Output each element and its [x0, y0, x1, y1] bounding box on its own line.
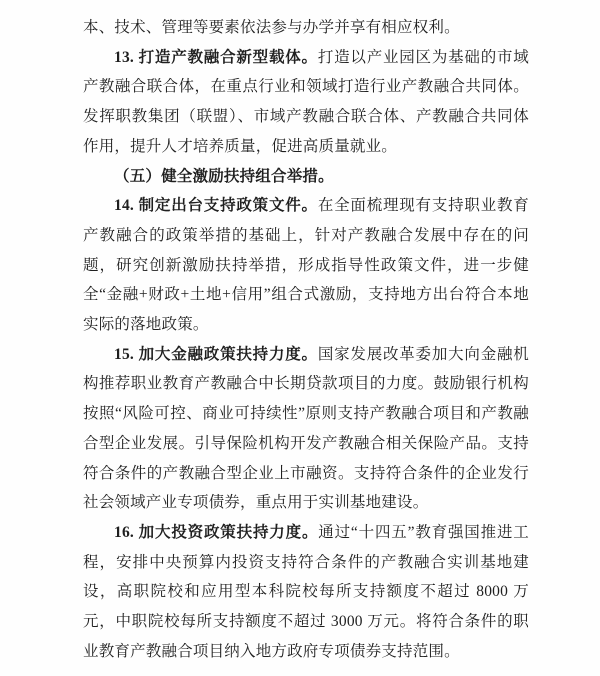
paragraph-item-16	[83, 518, 529, 667]
paragraph-lead: 16. 加大投资政策扶持力度。	[114, 523, 319, 541]
paragraph-section-5-heading	[83, 162, 529, 192]
document-body	[83, 13, 529, 666]
paragraph-item-14	[83, 191, 529, 340]
paragraph-text: 国家发展改革委加大向金融机构推荐职业教育产教融合中长期贷款项目的力度。鼓励银行机构按照“风险可控、商业可持续性”原则支持产教融合项目和产教融合型企业发展。引导保险机构开发产教融合相关保险产品。支持符合条件的产教融合型企业上市融资。支持符合条件的企业发行社会领域产业专项债券，重点用于实训基地建设。	[83, 345, 529, 512]
paragraph-continuation	[83, 13, 529, 43]
paragraph-lead: 15. 加大金融政策扶持力度。	[114, 345, 318, 363]
paragraph-lead: 14. 制定出台支持政策文件。	[114, 197, 318, 215]
paragraph-lead: （五）健全激励扶持组合举措。	[114, 167, 334, 185]
paragraph-item-15	[83, 340, 529, 518]
paragraph-item-13	[83, 43, 529, 162]
paragraph-text: 通过“十四五”教育强国推进工程，安排中央预算内投资支持符合条件的产教融合实训基地建设，高职院校和应用型本科院校每所支持额度不超过 8000 万元，中职院校每所支持额度不超过 3000 万元。将符合条件的职业教育产教融合项目纳入地方政府专项债券支持范围。	[83, 523, 529, 660]
paragraph-text: 在全面梳理现有支持职业教育产教融合的政策举措的基础上，针对产教融合发展中存在的问题，研究创新激励扶持举措，形成指导性政策文件，进一步健全“金融+财政+土地+信用”组合式激励，支持地方出台符合本地实际的落地政策。	[83, 197, 529, 334]
paragraph-text: 打造以产业园区为基础的市域产教融合联合体，在重点行业和领域打造行业产教融合共同体。发挥职教集团（联盟）、市域产教融合联合体、产教融合共同体作用，提升人才培养质量，促进高质量就业。	[83, 48, 529, 155]
paragraph-lead: 13. 打造产教融合新型载体。	[114, 48, 318, 66]
paragraph-text: 本、技术、管理等要素依法参与办学并享有相应权利。	[83, 19, 460, 36]
